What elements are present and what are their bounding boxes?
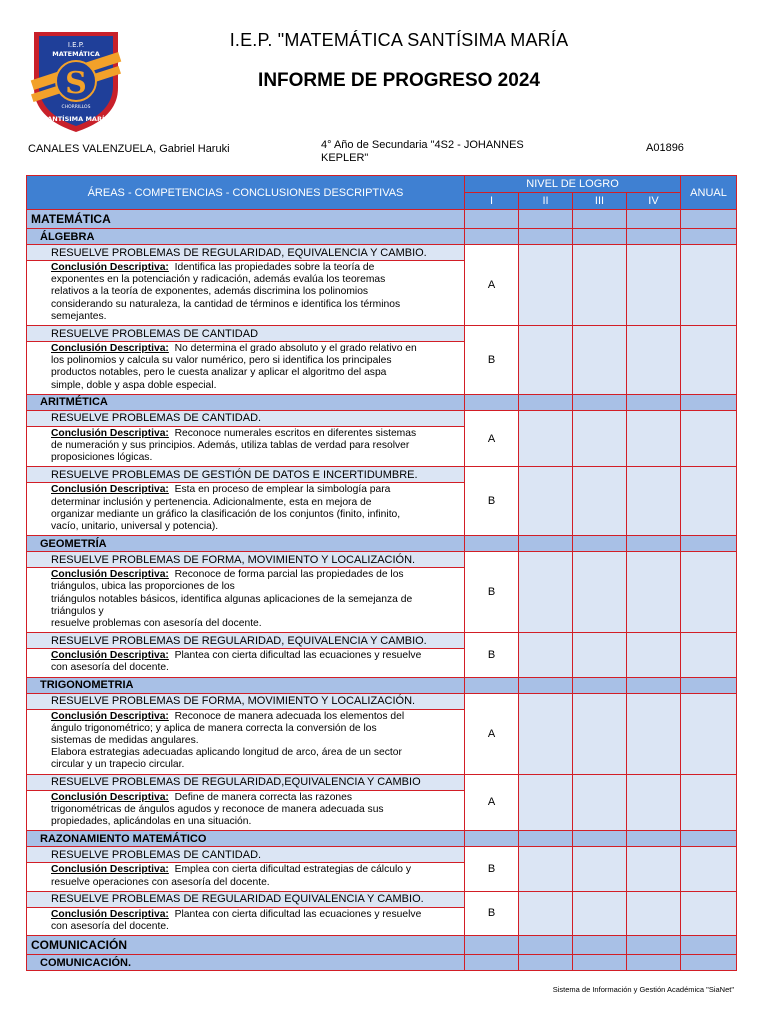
competency-row xyxy=(27,847,737,863)
grade-cell-empty xyxy=(681,847,737,891)
competency-label: RESUELVE PROBLEMAS DE REGULARIDAD,EQUIVALENCIA Y CAMBIO xyxy=(27,774,465,790)
topic-row xyxy=(27,831,737,847)
description-label: Conclusión Descriptiva: xyxy=(51,427,169,439)
student-grade: 4° Año de Secundaria "4S2 - JOHANNES KEPLER" xyxy=(321,139,524,164)
grade-cell-empty xyxy=(627,847,681,891)
description-line: sistemas de medidas angulares. xyxy=(51,735,199,747)
description-text xyxy=(27,709,465,774)
grade-cell-empty xyxy=(519,552,573,633)
description-line: triángulos, ubica las proporciones de los xyxy=(51,581,235,593)
description-line: exponentes en la potenciación y radicación, además evalúa los teoremas xyxy=(51,274,386,286)
description-line: Esta en proceso de emplear la simbología para xyxy=(174,484,391,496)
empty-cell xyxy=(627,229,681,245)
grade-cell-empty xyxy=(681,633,737,677)
area-row xyxy=(27,936,737,955)
grade-cell-empty xyxy=(627,245,681,326)
grade-cell-empty xyxy=(681,326,737,395)
description-text xyxy=(27,863,465,891)
empty-cell xyxy=(681,831,737,847)
grade-cell-empty xyxy=(681,245,737,326)
grade-cell-empty xyxy=(519,410,573,467)
grade-cell-empty xyxy=(573,552,627,633)
empty-cell xyxy=(465,831,519,847)
description-label: Conclusión Descriptiva: xyxy=(51,864,169,876)
empty-cell xyxy=(681,229,737,245)
header-period-3: III xyxy=(573,193,627,210)
topic-label: GEOMETRÍA xyxy=(27,536,465,552)
grade-cell-empty xyxy=(627,693,681,774)
empty-cell xyxy=(681,936,737,955)
description-text xyxy=(27,483,465,536)
grade-period-1: A xyxy=(465,245,519,326)
grade-cell-empty xyxy=(519,774,573,831)
grade-cell-empty xyxy=(681,467,737,536)
grade-cell-empty xyxy=(519,467,573,536)
description-text xyxy=(27,261,465,326)
description-label: Conclusión Descriptiva: xyxy=(51,650,169,662)
grade-cell-empty xyxy=(519,633,573,677)
description-line: triángulos notables básicos, identifica algunas aplicaciones de la semejanza de xyxy=(51,593,413,605)
competency-row xyxy=(27,245,737,261)
description-line: los polinomios y calcula su valor numérico, pero si identifica los principales xyxy=(51,355,392,367)
competency-label: RESUELVE PROBLEMAS DE REGULARIDAD, EQUIVALENCIA Y CAMBIO. xyxy=(27,633,465,649)
grade-cell-empty xyxy=(573,693,627,774)
empty-cell xyxy=(573,394,627,410)
description-line: con asesoría del docente. xyxy=(51,920,169,932)
description-line: organizar mediante un gráfico la clasificación de los conjuntos (finito, infinito, xyxy=(51,508,401,520)
grade-cell-empty xyxy=(627,326,681,395)
grade-cell-empty xyxy=(681,693,737,774)
empty-cell xyxy=(627,210,681,229)
empty-cell xyxy=(573,677,627,693)
svg-text:CHORRILLOS: CHORRILLOS xyxy=(61,105,91,110)
competency-label: RESUELVE PROBLEMAS DE CANTIDAD xyxy=(27,326,465,342)
school-name: I.E.P. "MATEMÁTICA SANTÍSIMA MARÍA xyxy=(229,30,569,50)
empty-cell xyxy=(627,536,681,552)
grade-period-1: A xyxy=(465,774,519,831)
competency-label: RESUELVE PROBLEMAS DE CANTIDAD. xyxy=(27,410,465,426)
description-line: considerando su naturaleza, la cantidad de términos e identifica los términos xyxy=(51,298,401,310)
grade-cell-empty xyxy=(627,891,681,935)
empty-cell xyxy=(573,831,627,847)
grade-cell-empty xyxy=(519,326,573,395)
empty-cell xyxy=(573,210,627,229)
empty-cell xyxy=(627,677,681,693)
grade-cell-empty xyxy=(573,326,627,395)
competency-row xyxy=(27,633,737,649)
header-anual: ANUAL xyxy=(681,176,737,210)
description-text xyxy=(27,649,465,677)
description-line: circular y un trapecio circular. xyxy=(51,759,185,771)
svg-text:S: S xyxy=(65,66,87,101)
topic-label: RAZONAMIENTO MATEMÁTICO xyxy=(27,831,465,847)
grade-period-1: A xyxy=(465,410,519,467)
empty-cell xyxy=(465,536,519,552)
grade-cell-empty xyxy=(627,410,681,467)
description-label: Conclusión Descriptiva: xyxy=(51,908,169,920)
grade-period-1: B xyxy=(465,633,519,677)
empty-cell xyxy=(627,394,681,410)
grade-cell-empty xyxy=(627,467,681,536)
empty-cell xyxy=(519,955,573,971)
description-line: semejantes. xyxy=(51,310,107,322)
description-label: Conclusión Descriptiva: xyxy=(51,791,169,803)
competency-row xyxy=(27,693,737,709)
empty-cell xyxy=(519,677,573,693)
description-text xyxy=(27,568,465,633)
header-period-1: I xyxy=(465,193,519,210)
competency-label: RESUELVE PROBLEMAS DE REGULARIDAD, EQUIVALENCIA Y CAMBIO. xyxy=(27,245,465,261)
description-line: Reconoce numerales escritos en diferentes sistemas xyxy=(174,427,417,439)
topic-row xyxy=(27,536,737,552)
header-period-2: II xyxy=(519,193,573,210)
competency-row xyxy=(27,891,737,907)
empty-cell xyxy=(627,831,681,847)
empty-cell xyxy=(681,394,737,410)
description-label: Conclusión Descriptiva: xyxy=(51,262,169,273)
grade-cell-empty xyxy=(627,552,681,633)
empty-cell xyxy=(465,936,519,955)
header-areas: ÁREAS - COMPETENCIAS - CONCLUSIONES DESCRIPTIVAS xyxy=(27,176,465,210)
grade-cell-empty xyxy=(573,245,627,326)
competency-label: RESUELVE PROBLEMAS DE FORMA, MOVIMIENTO Y LOCALIZACIÓN. xyxy=(27,552,465,568)
grade-period-1: B xyxy=(465,891,519,935)
competency-label: RESUELVE PROBLEMAS DE GESTIÓN DE DATOS E INCERTIDUMBRE. xyxy=(27,467,465,483)
competency-label: RESUELVE PROBLEMAS DE CANTIDAD. xyxy=(27,847,465,863)
grade-cell-empty xyxy=(519,891,573,935)
grade-cell-empty xyxy=(573,410,627,467)
grade-period-1: A xyxy=(465,693,519,774)
description-line: Elabora estrategias adecuadas aplicando longitud de arco, área de un sector xyxy=(51,747,402,759)
grade-cell-empty xyxy=(681,891,737,935)
student-name: CANALES VALENZUELA, Gabriel Haruki xyxy=(28,143,230,155)
empty-cell xyxy=(573,536,627,552)
grade-period-1: B xyxy=(465,552,519,633)
description-line: Identifica las propiedades sobre la teoría de xyxy=(174,262,375,273)
empty-cell xyxy=(573,229,627,245)
description-line: No determina el grado absoluto y el grado relativo en xyxy=(174,343,417,355)
description-text xyxy=(27,907,465,935)
grade-cell-empty xyxy=(627,774,681,831)
grade-cell-empty xyxy=(573,774,627,831)
grade-cell-empty xyxy=(573,467,627,536)
empty-cell xyxy=(465,229,519,245)
description-label: Conclusión Descriptiva: xyxy=(51,484,169,496)
competency-row xyxy=(27,410,737,426)
grade-cell-empty xyxy=(573,633,627,677)
description-label: Conclusión Descriptiva: xyxy=(51,569,169,581)
topic-label: ÁLGEBRA xyxy=(27,229,465,245)
empty-cell xyxy=(681,210,737,229)
description-line: resuelve operaciones con asesoría del docente. xyxy=(51,876,270,888)
description-line: propiedades, aplicándolas en una situación. xyxy=(51,816,252,828)
empty-cell xyxy=(519,536,573,552)
description-line: con asesoría del docente. xyxy=(51,662,169,674)
grade-period-1: B xyxy=(465,326,519,395)
footer-system-name: Sistema de Información y Gestión Académica "SiaNet" xyxy=(552,985,734,994)
grade-cell-empty xyxy=(519,693,573,774)
description-text xyxy=(27,790,465,831)
empty-cell xyxy=(465,955,519,971)
description-line: de numeración y sus principios. Además, utiliza tablas de verdad para resolver xyxy=(51,440,410,452)
student-code: A01896 xyxy=(646,142,684,154)
topic-label: TRIGONOMETRIA xyxy=(27,677,465,693)
grade-cell-empty xyxy=(519,847,573,891)
competency-label: RESUELVE PROBLEMAS DE REGULARIDAD EQUIVALENCIA Y CAMBIO. xyxy=(27,891,465,907)
grade-cell-empty xyxy=(573,847,627,891)
description-text xyxy=(27,426,465,467)
empty-cell xyxy=(681,677,737,693)
description-line: proposiciones lógicas. xyxy=(51,452,153,464)
svg-text:MATEMÁTICA: MATEMÁTICA xyxy=(52,50,100,58)
competency-row xyxy=(27,774,737,790)
empty-cell xyxy=(573,936,627,955)
progress-table xyxy=(26,175,737,971)
empty-cell xyxy=(519,210,573,229)
grade-period-1: B xyxy=(465,847,519,891)
svg-text:I.E.P.: I.E.P. xyxy=(67,41,85,49)
empty-cell xyxy=(519,831,573,847)
description-line: determinar inclusión y pertenencia. Adicionalmente, esta en mejora de xyxy=(51,496,372,508)
empty-cell xyxy=(681,955,737,971)
description-text xyxy=(27,342,465,395)
competency-label: RESUELVE PROBLEMAS DE FORMA, MOVIMIENTO Y LOCALIZACIÓN. xyxy=(27,693,465,709)
competency-row xyxy=(27,552,737,568)
empty-cell xyxy=(519,229,573,245)
topic-label: ARITMÉTICA xyxy=(27,394,465,410)
description-line: ángulo trigonométrico; y aplica de manera correcta la conversión de los xyxy=(51,722,377,734)
empty-cell xyxy=(465,677,519,693)
empty-cell xyxy=(681,536,737,552)
description-line: resuelve problemas con asesoría del docente. xyxy=(51,618,262,630)
grade-cell-empty xyxy=(627,633,681,677)
description-line: Plantea con cierta dificultad las ecuaciones y resuelve xyxy=(174,908,422,920)
topic-row xyxy=(27,394,737,410)
topic-row xyxy=(27,677,737,693)
grade-cell-empty xyxy=(681,774,737,831)
description-line: triángulos y xyxy=(51,605,104,617)
grade-cell-empty xyxy=(519,245,573,326)
empty-cell xyxy=(519,936,573,955)
description-line: Define de manera correcta las razones xyxy=(174,791,353,803)
description-line: simple, doble y aspa doble especial. xyxy=(51,379,217,391)
empty-cell xyxy=(465,210,519,229)
header-period-4: IV xyxy=(627,193,681,210)
description-line: Emplea con cierta dificultad estrategias de cálculo y xyxy=(174,864,411,876)
grade-cell-empty xyxy=(573,891,627,935)
empty-cell xyxy=(627,936,681,955)
area-row xyxy=(27,210,737,229)
topic-row xyxy=(27,229,737,245)
description-line: Plantea con cierta dificultad las ecuaciones y resuelve xyxy=(174,650,422,662)
progress-table-body xyxy=(27,210,737,971)
description-label: Conclusión Descriptiva: xyxy=(51,343,169,355)
description-line: trigonométricas de ángulos agudos y reconoce de manera adecuada sus xyxy=(51,803,384,815)
topic-row xyxy=(27,955,737,971)
competency-row xyxy=(27,467,737,483)
empty-cell xyxy=(465,394,519,410)
grade-cell-empty xyxy=(681,552,737,633)
competency-row xyxy=(27,326,737,342)
grade-cell-empty xyxy=(681,410,737,467)
empty-cell xyxy=(573,955,627,971)
topic-label: COMUNICACIÓN. xyxy=(27,955,465,971)
area-label: COMUNICACIÓN xyxy=(27,936,465,955)
description-line: Reconoce de manera adecuada los elementos del xyxy=(174,710,405,722)
area-label: MATEMÁTICA xyxy=(27,210,465,229)
header-nivel: NIVEL DE LOGRO xyxy=(465,176,681,193)
description-line: vacío, unitario, universal y potencia). xyxy=(51,521,219,533)
description-line: Reconoce de forma parcial las propiedades de los xyxy=(174,569,404,581)
svg-text:SANTÍSIMA MARÍA: SANTÍSIMA MARÍA xyxy=(42,115,110,123)
empty-cell xyxy=(519,394,573,410)
empty-cell xyxy=(627,955,681,971)
description-label: Conclusión Descriptiva: xyxy=(51,710,169,722)
report-title: INFORME DE PROGRESO 2024 xyxy=(258,70,540,91)
description-line: relativos a la teoría de exponentes, además discrimina los polinomios xyxy=(51,286,369,298)
description-line: productos notables, pero le cuesta analizar y aplicar el algoritmo del aspa xyxy=(51,367,387,379)
grade-period-1: B xyxy=(465,467,519,536)
